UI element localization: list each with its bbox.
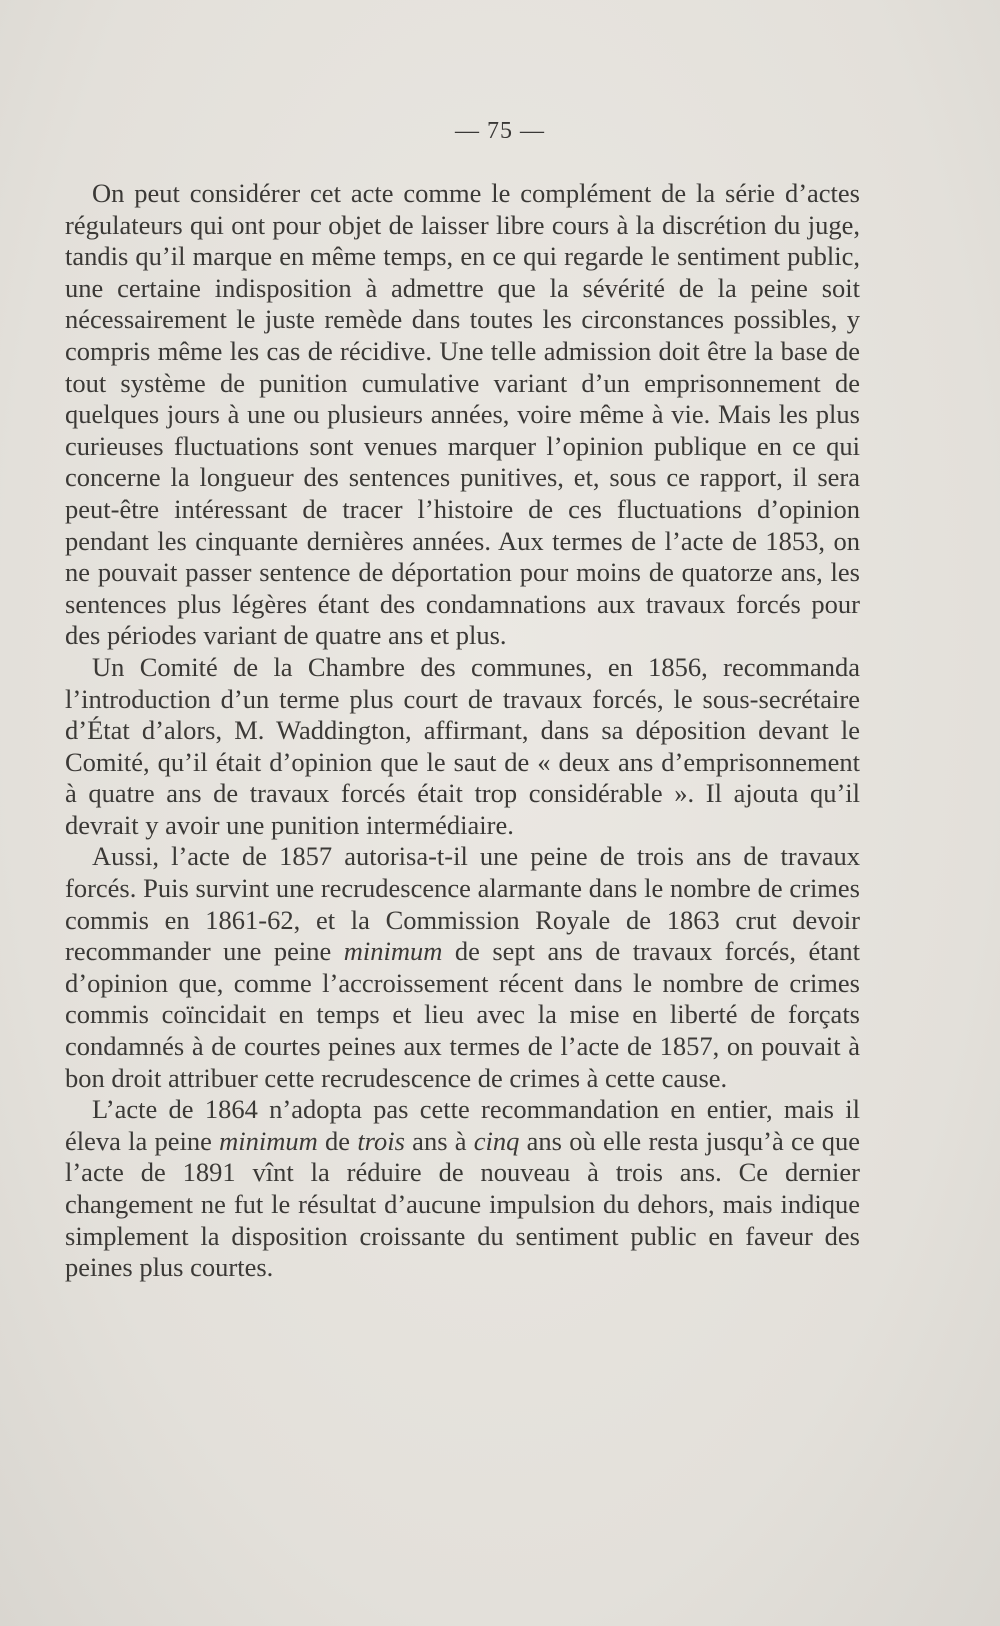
- italic-text: cinq: [473, 1125, 520, 1156]
- italic-text: trois: [357, 1125, 405, 1156]
- text-run: L’acte de 1864 n’adopta pas cette recommandation en entier, mais il éleva la peine: [65, 1094, 860, 1156]
- paragraph: [65, 1094, 860, 1284]
- body-text: [65, 178, 860, 1284]
- text-run: Un Comité de la Chambre des communes, en 1856, recommanda l’introduction d’un terme plus court de travaux forcés, le sous-secrétaire d’État d’alors, M. Waddington, affirmant, dans sa déposition devant le Comité, qu’il était d’opinion que le saut de « deux ans d’emprisonnement à quatre ans de travaux forcés était trop considérable ». Il ajouta qu’il devrait y avoir une punition intermédiaire.: [65, 651, 860, 840]
- text-run: de: [317, 1125, 358, 1156]
- text-run: On peut considérer cet acte comme le complément de la série d’actes régulateurs qui ont pour objet de laisser libre cours à la discrétion du juge, tandis qu’il marque en même temps, en ce qui regarde le sentiment public, une certaine indisposition à admettre que la sévérité de la peine soit nécessairement le juste remède dans toutes les circonstances possibles, y compris même les cas de récidive. Une telle admission doit être la base de tout système de punition cumulative variant d’un emprisonnement de quelques jours à une ou plusieurs années, voire même à vie. Mais les plus curieuses fluctuations sont venues marquer l’opinion publique en ce qui concerne la longueur des sentences punitives, et, sous ce rapport, il sera peut-être intéressant de tracer l’histoire de ces fluctuations d’opinion pendant les cinquante dernières années. Aux termes de l’acte de 1853, on ne pouvait passer sentence de déportation pour moins de quatorze ans, les sentences plus légères étant des condamnations aux travaux forcés pour des périodes variant de quatre ans et plus.: [65, 178, 860, 651]
- text-run: ans à: [404, 1125, 474, 1156]
- paragraph: [65, 178, 860, 652]
- text-run: Aussi, l’acte de 1857 autorisa-t-il une peine de trois ans de travaux forcés. Puis survint une recrudescence alarmante dans le nombre de crimes commis en 1861-62, et la Commission Royale de 1863 crut devoir recommander une peine: [65, 841, 860, 967]
- italic-text: minimum: [343, 936, 443, 967]
- text-run: ans où elle resta jusqu’à ce que l’acte de 1891 vînt la réduire de nouveau à trois ans. Ce dernier changement ne fut le résultat d’aucune impulsion du dehors, mais indique simplement la disposition croissante du sentiment public en faveur des peines plus courtes.: [65, 1125, 860, 1283]
- page-number: — 75 —: [455, 118, 545, 144]
- paragraph: [65, 652, 860, 842]
- text-run: de sept ans de travaux forcés, étant d’opinion que, comme l’accroissement récent dans le nombre de crimes commis coïncidait en temps et lieu avec la mise en liberté de forçats condamnés à de courtes peines aux termes de l’acte de 1857, on pouvait à bon droit attribuer cette recrudescence de crimes à cette cause.: [65, 936, 861, 1093]
- italic-text: minimum: [219, 1125, 318, 1156]
- paragraph: [65, 841, 860, 1094]
